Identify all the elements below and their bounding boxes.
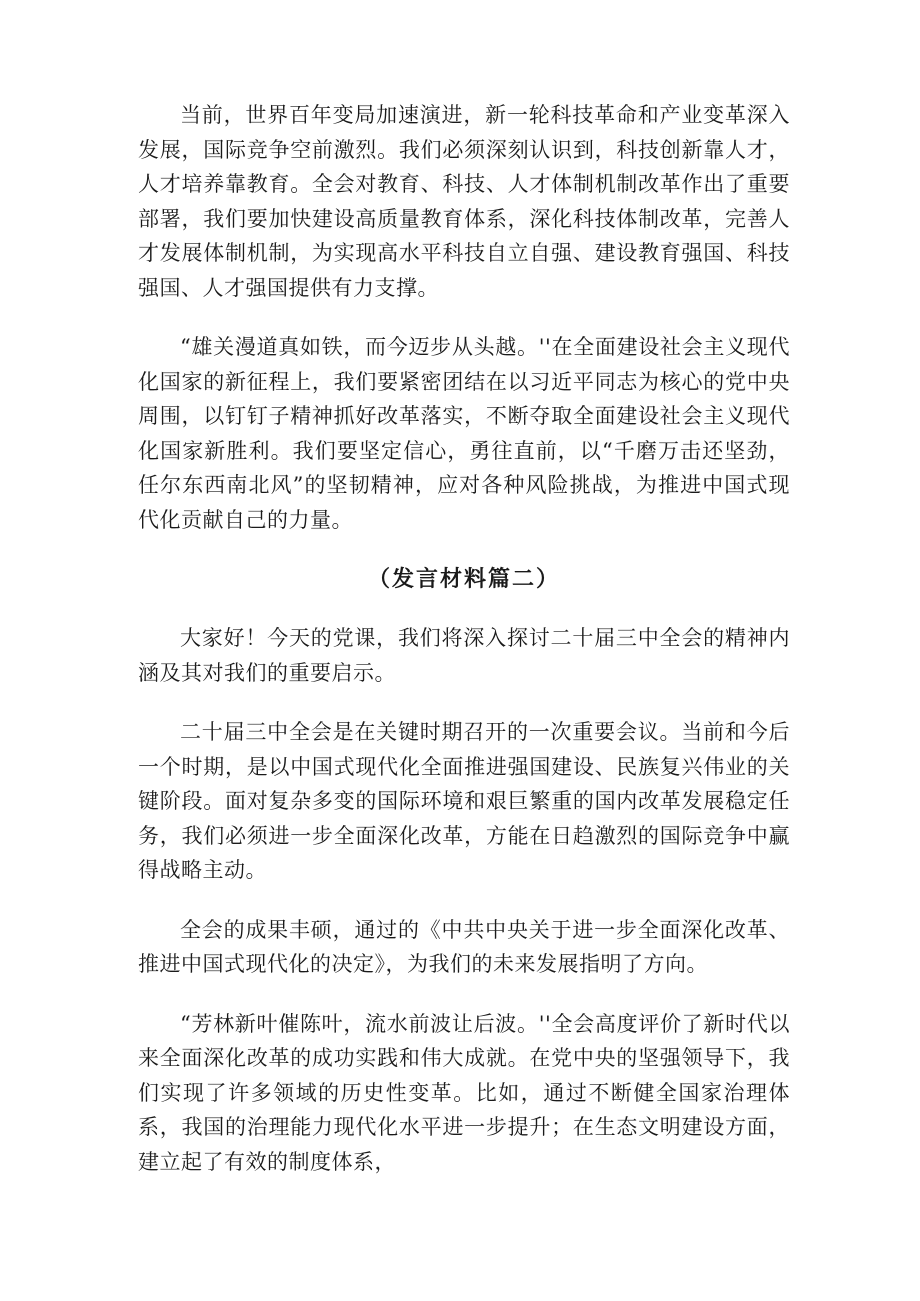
- paragraph-new-journey: “雄关漫道真如铁，而今迈步从头越。''在全面建设社会主义现代化国家的新征程上，我们要紧密团结在以习近平同志为核心的党中央周围，以钉钉子精神抓好改革落实，不断夺取全面建设社会主义现代化国家新胜利。我们要坚定信心，勇往直前，以“千磨万击还坚劲，任尔东西南北风”的坚韧精神，应对各种风险挑战，为推进中国式现代化贡献自己的力量。: [138, 335, 790, 532]
- paragraph-gap: [138, 305, 790, 330]
- paragraph-achievements: “芳林新叶催陈叶，流水前波让后波。''全会高度评价了新时代以来全面深化改革的成功实践和伟大成就。在党中央的坚强领导下，我们实现了许多领域的历史性变革。比如，通过不断健全国家治理体系，我国的治理能力现代化水平进一步提升；在生态文明建设方面，建立起了有效的制度体系，: [138, 1011, 790, 1174]
- paragraph-gap: [138, 537, 790, 562]
- paragraph-greeting: 大家好！今天的党课，我们将深入探讨二十届三中全会的精神内涵及其对我们的重要启示。: [138, 626, 790, 685]
- paragraph-plenum-importance: 二十届三中全会是在关键时期召开的一次重要会议。当前和今后一个时期，是以中国式现代化全面推进强国建设、民族复兴伟业的关键阶段。面对复杂多变的国际环境和艰巨繁重的国内改革发展稳定任务，我们必须进一步全面深化改革，方能在日趋激烈的国际竞争中赢得战略主动。: [138, 720, 790, 882]
- paragraph-gap: [138, 690, 790, 715]
- document-page: [138, 98, 790, 1179]
- paragraph-gap: [138, 888, 790, 913]
- paragraph-decision: 全会的成果丰硕，通过的《中共中央关于进一步全面深化改革、推进中国式现代化的决定》，为我们的未来发展指明了方向。: [138, 917, 790, 976]
- paragraph-gap: [138, 596, 790, 621]
- section-heading: （发言材料篇二）: [367, 566, 560, 592]
- paragraph-tech-talent: 当前，世界百年变局加速演进，新一轮科技革命和产业变革深入发展，国际竞争空前激烈。我们必须深刻认识到，科技创新靠人才，人才培养靠教育。全会对教育、科技、人才体制机制改革作出了重要部署，我们要加快建设高质量教育体系，深化科技体制改革，完善人才发展体制机制，为实现高水平科技自立自强、建设教育强国、科技强国、人才强国提供有力支撑。: [138, 103, 790, 300]
- paragraph-gap: [138, 982, 790, 1007]
